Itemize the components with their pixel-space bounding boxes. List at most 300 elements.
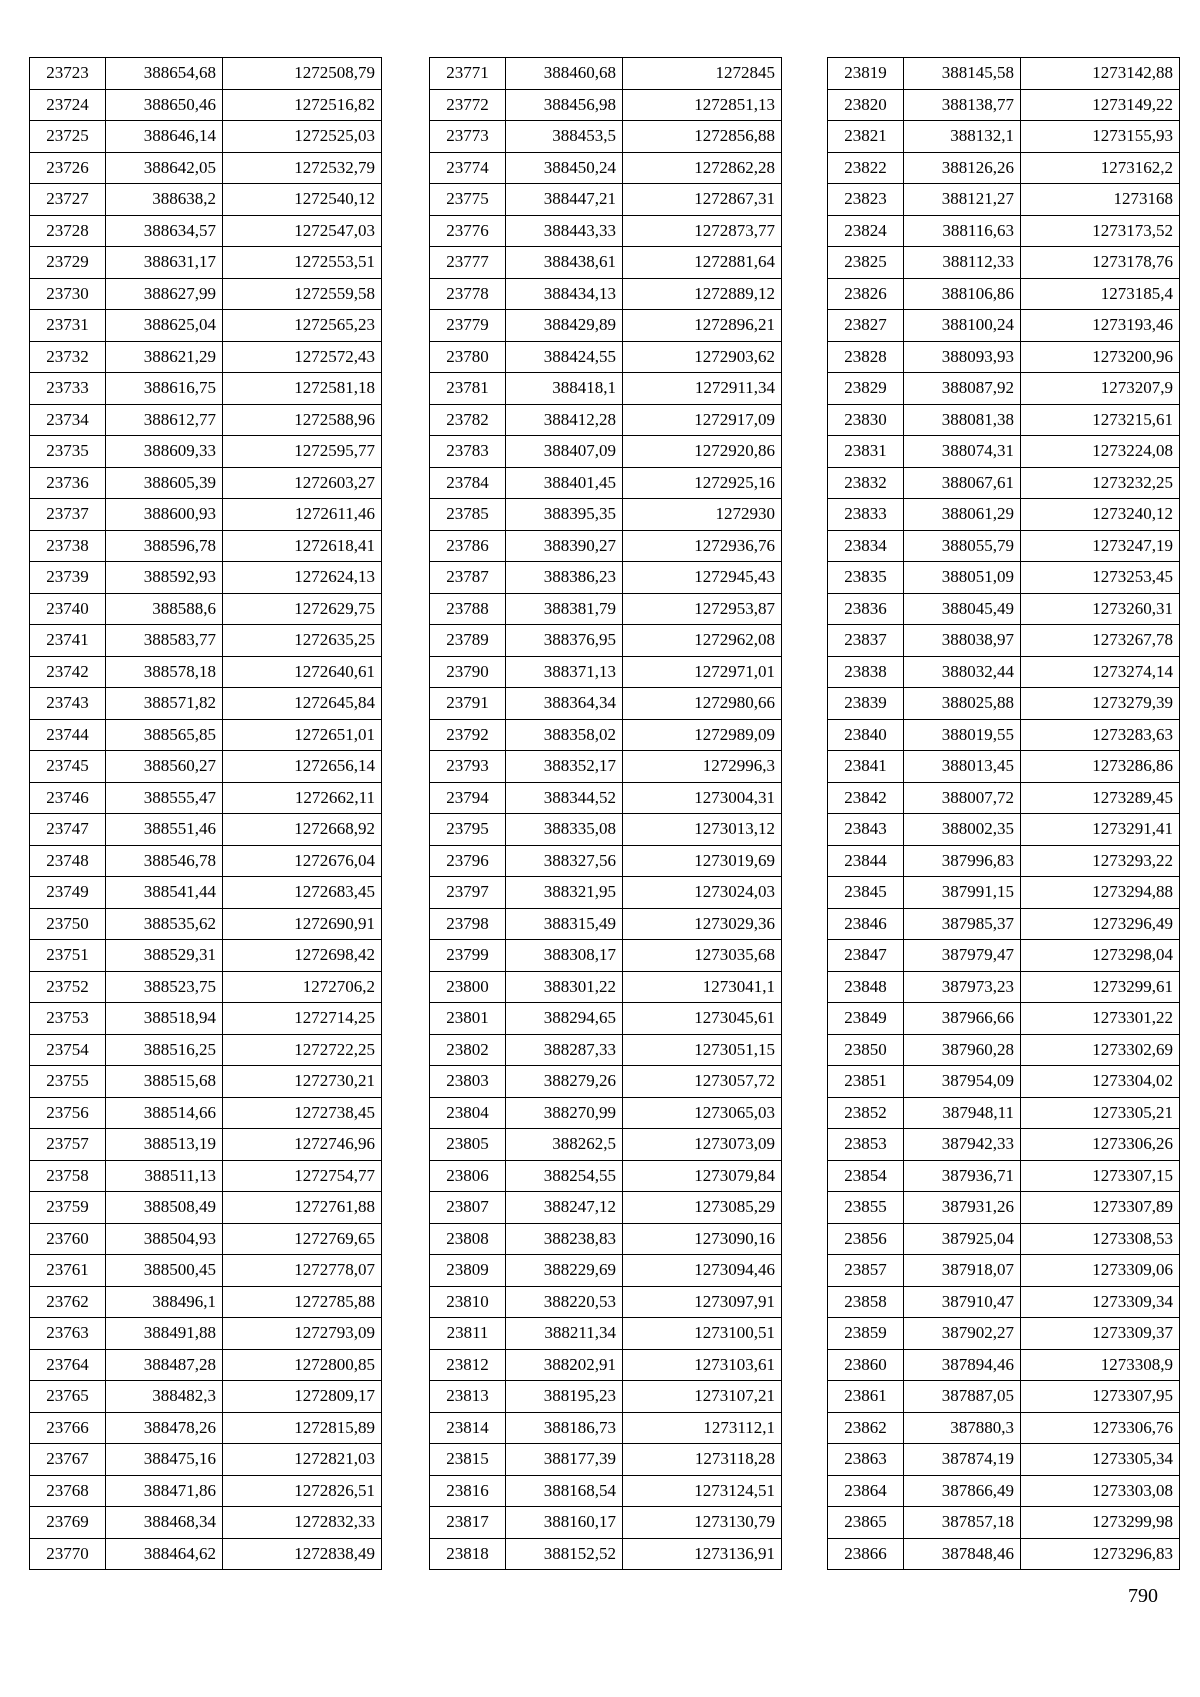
y-coordinate-cell: 1272588,96 bbox=[223, 404, 382, 436]
x-coordinate-cell: 388518,94 bbox=[106, 1003, 223, 1035]
table-row bbox=[430, 751, 782, 783]
y-coordinate-cell: 1272809,17 bbox=[223, 1381, 382, 1413]
y-coordinate-cell: 1273240,12 bbox=[1021, 499, 1180, 531]
y-coordinate-cell: 1273168 bbox=[1021, 184, 1180, 216]
x-coordinate-cell: 388456,98 bbox=[506, 89, 623, 121]
point-number-cell: 23734 bbox=[30, 404, 106, 436]
y-coordinate-cell: 1272730,21 bbox=[223, 1066, 382, 1098]
x-coordinate-cell: 388654,68 bbox=[106, 58, 223, 90]
point-number-cell: 23737 bbox=[30, 499, 106, 531]
y-coordinate-cell: 1273004,31 bbox=[623, 782, 782, 814]
point-number-cell: 23773 bbox=[430, 121, 506, 153]
table-row bbox=[30, 89, 382, 121]
table-row bbox=[430, 1381, 782, 1413]
x-coordinate-cell: 387954,09 bbox=[904, 1066, 1021, 1098]
point-number-cell: 23761 bbox=[30, 1255, 106, 1287]
y-coordinate-cell: 1272722,25 bbox=[223, 1034, 382, 1066]
point-number-cell: 23759 bbox=[30, 1192, 106, 1224]
y-coordinate-cell: 1273305,21 bbox=[1021, 1097, 1180, 1129]
table-row bbox=[30, 1507, 382, 1539]
y-coordinate-cell: 1273013,12 bbox=[623, 814, 782, 846]
table-row bbox=[828, 1381, 1180, 1413]
table-row bbox=[30, 1318, 382, 1350]
y-coordinate-cell: 1272785,88 bbox=[223, 1286, 382, 1318]
point-number-cell: 23755 bbox=[30, 1066, 106, 1098]
y-coordinate-cell: 1272738,45 bbox=[223, 1097, 382, 1129]
point-number-cell: 23800 bbox=[430, 971, 506, 1003]
x-coordinate-cell: 388121,27 bbox=[904, 184, 1021, 216]
x-coordinate-cell: 387985,37 bbox=[904, 908, 1021, 940]
table-row bbox=[30, 341, 382, 373]
table-row bbox=[430, 184, 782, 216]
y-coordinate-cell: 1273200,96 bbox=[1021, 341, 1180, 373]
y-coordinate-cell: 1273094,46 bbox=[623, 1255, 782, 1287]
point-number-cell: 23763 bbox=[30, 1318, 106, 1350]
point-number-cell: 23738 bbox=[30, 530, 106, 562]
table-row bbox=[828, 215, 1180, 247]
x-coordinate-cell: 388116,63 bbox=[904, 215, 1021, 247]
y-coordinate-cell: 1273041,1 bbox=[623, 971, 782, 1003]
table-row bbox=[828, 688, 1180, 720]
table-row bbox=[828, 782, 1180, 814]
x-coordinate-cell: 388202,91 bbox=[506, 1349, 623, 1381]
x-coordinate-cell: 388634,57 bbox=[106, 215, 223, 247]
y-coordinate-cell: 1273029,36 bbox=[623, 908, 782, 940]
x-coordinate-cell: 388381,79 bbox=[506, 593, 623, 625]
point-number-cell: 23797 bbox=[430, 877, 506, 909]
y-coordinate-cell: 1273162,2 bbox=[1021, 152, 1180, 184]
table-row bbox=[828, 814, 1180, 846]
table-row bbox=[828, 530, 1180, 562]
x-coordinate-cell: 388138,77 bbox=[904, 89, 1021, 121]
table-row bbox=[430, 247, 782, 279]
table-row bbox=[30, 751, 382, 783]
y-coordinate-cell: 1273118,28 bbox=[623, 1444, 782, 1476]
x-coordinate-cell: 388344,52 bbox=[506, 782, 623, 814]
x-coordinate-cell: 388468,34 bbox=[106, 1507, 223, 1539]
x-coordinate-cell: 388646,14 bbox=[106, 121, 223, 153]
y-coordinate-cell: 1272629,75 bbox=[223, 593, 382, 625]
table-row bbox=[30, 845, 382, 877]
x-coordinate-cell: 388508,49 bbox=[106, 1192, 223, 1224]
x-coordinate-cell: 388612,77 bbox=[106, 404, 223, 436]
point-number-cell: 23833 bbox=[828, 499, 904, 531]
y-coordinate-cell: 1273303,08 bbox=[1021, 1475, 1180, 1507]
x-coordinate-cell: 388002,35 bbox=[904, 814, 1021, 846]
x-coordinate-cell: 388186,73 bbox=[506, 1412, 623, 1444]
point-number-cell: 23836 bbox=[828, 593, 904, 625]
table-row bbox=[828, 1129, 1180, 1161]
table-row bbox=[30, 1349, 382, 1381]
y-coordinate-cell: 1272873,77 bbox=[623, 215, 782, 247]
table-row bbox=[430, 688, 782, 720]
table-row bbox=[828, 499, 1180, 531]
y-coordinate-cell: 1272889,12 bbox=[623, 278, 782, 310]
y-coordinate-cell: 1272624,13 bbox=[223, 562, 382, 594]
y-coordinate-cell: 1272911,34 bbox=[623, 373, 782, 405]
point-number-cell: 23801 bbox=[430, 1003, 506, 1035]
y-coordinate-cell: 1272761,88 bbox=[223, 1192, 382, 1224]
y-coordinate-cell: 1272867,31 bbox=[623, 184, 782, 216]
point-number-cell: 23837 bbox=[828, 625, 904, 657]
table-row bbox=[430, 625, 782, 657]
y-coordinate-cell: 1273149,22 bbox=[1021, 89, 1180, 121]
point-number-cell: 23795 bbox=[430, 814, 506, 846]
table-row bbox=[30, 782, 382, 814]
x-coordinate-cell: 387948,11 bbox=[904, 1097, 1021, 1129]
y-coordinate-cell: 1272971,01 bbox=[623, 656, 782, 688]
table-row bbox=[30, 1475, 382, 1507]
y-coordinate-cell: 1273090,16 bbox=[623, 1223, 782, 1255]
table-row bbox=[430, 1444, 782, 1476]
x-coordinate-cell: 388482,3 bbox=[106, 1381, 223, 1413]
point-number-cell: 23762 bbox=[30, 1286, 106, 1318]
x-coordinate-cell: 388247,12 bbox=[506, 1192, 623, 1224]
point-number-cell: 23854 bbox=[828, 1160, 904, 1192]
point-number-cell: 23765 bbox=[30, 1381, 106, 1413]
point-number-cell: 23820 bbox=[828, 89, 904, 121]
point-number-cell: 23791 bbox=[430, 688, 506, 720]
x-coordinate-cell: 387991,15 bbox=[904, 877, 1021, 909]
table-row bbox=[828, 593, 1180, 625]
y-coordinate-cell: 1273173,52 bbox=[1021, 215, 1180, 247]
table-row bbox=[828, 247, 1180, 279]
y-coordinate-cell: 1272656,14 bbox=[223, 751, 382, 783]
y-coordinate-cell: 1273247,19 bbox=[1021, 530, 1180, 562]
y-coordinate-cell: 1272706,2 bbox=[223, 971, 382, 1003]
table-row bbox=[430, 940, 782, 972]
table-row bbox=[430, 467, 782, 499]
x-coordinate-cell: 388560,27 bbox=[106, 751, 223, 783]
y-coordinate-cell: 1273019,69 bbox=[623, 845, 782, 877]
y-coordinate-cell: 1272746,96 bbox=[223, 1129, 382, 1161]
x-coordinate-cell: 388625,04 bbox=[106, 310, 223, 342]
table-row bbox=[30, 215, 382, 247]
point-number-cell: 23779 bbox=[430, 310, 506, 342]
table-row bbox=[30, 1034, 382, 1066]
point-number-cell: 23790 bbox=[430, 656, 506, 688]
y-coordinate-cell: 1273103,61 bbox=[623, 1349, 782, 1381]
x-coordinate-cell: 387902,27 bbox=[904, 1318, 1021, 1350]
y-coordinate-cell: 1273305,34 bbox=[1021, 1444, 1180, 1476]
x-coordinate-cell: 387848,46 bbox=[904, 1538, 1021, 1570]
x-coordinate-cell: 388335,08 bbox=[506, 814, 623, 846]
table-row bbox=[828, 877, 1180, 909]
x-coordinate-cell: 388315,49 bbox=[506, 908, 623, 940]
y-coordinate-cell: 1273309,34 bbox=[1021, 1286, 1180, 1318]
x-coordinate-cell: 388051,09 bbox=[904, 562, 1021, 594]
table-row bbox=[30, 593, 382, 625]
point-number-cell: 23814 bbox=[430, 1412, 506, 1444]
y-coordinate-cell: 1273260,31 bbox=[1021, 593, 1180, 625]
y-coordinate-cell: 1273299,61 bbox=[1021, 971, 1180, 1003]
table-row bbox=[430, 341, 782, 373]
table-row bbox=[828, 467, 1180, 499]
x-coordinate-cell: 388407,09 bbox=[506, 436, 623, 468]
table-row bbox=[30, 908, 382, 940]
table-row bbox=[30, 562, 382, 594]
y-coordinate-cell: 1272714,25 bbox=[223, 1003, 382, 1035]
table-row bbox=[828, 1507, 1180, 1539]
point-number-cell: 23824 bbox=[828, 215, 904, 247]
table-row bbox=[828, 1003, 1180, 1035]
point-number-cell: 23746 bbox=[30, 782, 106, 814]
x-coordinate-cell: 388007,72 bbox=[904, 782, 1021, 814]
x-coordinate-cell: 388491,88 bbox=[106, 1318, 223, 1350]
y-coordinate-cell: 1272525,03 bbox=[223, 121, 382, 153]
table-row bbox=[430, 562, 782, 594]
x-coordinate-cell: 388555,47 bbox=[106, 782, 223, 814]
point-number-cell: 23736 bbox=[30, 467, 106, 499]
y-coordinate-cell: 1273306,26 bbox=[1021, 1129, 1180, 1161]
point-number-cell: 23760 bbox=[30, 1223, 106, 1255]
point-number-cell: 23819 bbox=[828, 58, 904, 90]
x-coordinate-cell: 388438,61 bbox=[506, 247, 623, 279]
x-coordinate-cell: 388160,17 bbox=[506, 1507, 623, 1539]
table-row bbox=[430, 215, 782, 247]
x-coordinate-cell: 388238,83 bbox=[506, 1223, 623, 1255]
y-coordinate-cell: 1273065,03 bbox=[623, 1097, 782, 1129]
point-number-cell: 23774 bbox=[430, 152, 506, 184]
table-row bbox=[828, 625, 1180, 657]
point-number-cell: 23839 bbox=[828, 688, 904, 720]
x-coordinate-cell: 388596,78 bbox=[106, 530, 223, 562]
point-number-cell: 23823 bbox=[828, 184, 904, 216]
table-row bbox=[30, 719, 382, 751]
coordinate-table-1 bbox=[29, 57, 382, 1570]
x-coordinate-cell: 387936,71 bbox=[904, 1160, 1021, 1192]
table-row bbox=[30, 310, 382, 342]
y-coordinate-cell: 1273057,72 bbox=[623, 1066, 782, 1098]
point-number-cell: 23725 bbox=[30, 121, 106, 153]
x-coordinate-cell: 388621,29 bbox=[106, 341, 223, 373]
table-row bbox=[430, 782, 782, 814]
y-coordinate-cell: 1273309,37 bbox=[1021, 1318, 1180, 1350]
table-row bbox=[30, 1412, 382, 1444]
y-coordinate-cell: 1273232,25 bbox=[1021, 467, 1180, 499]
table-row bbox=[430, 436, 782, 468]
point-number-cell: 23787 bbox=[430, 562, 506, 594]
point-number-cell: 23816 bbox=[430, 1475, 506, 1507]
point-number-cell: 23840 bbox=[828, 719, 904, 751]
x-coordinate-cell: 388453,5 bbox=[506, 121, 623, 153]
point-number-cell: 23767 bbox=[30, 1444, 106, 1476]
table-row bbox=[430, 121, 782, 153]
x-coordinate-cell: 388270,99 bbox=[506, 1097, 623, 1129]
point-number-cell: 23843 bbox=[828, 814, 904, 846]
x-coordinate-cell: 387960,28 bbox=[904, 1034, 1021, 1066]
y-coordinate-cell: 1272532,79 bbox=[223, 152, 382, 184]
point-number-cell: 23757 bbox=[30, 1129, 106, 1161]
x-coordinate-cell: 388541,44 bbox=[106, 877, 223, 909]
point-number-cell: 23730 bbox=[30, 278, 106, 310]
x-coordinate-cell: 387996,83 bbox=[904, 845, 1021, 877]
table-row bbox=[30, 184, 382, 216]
table-row bbox=[430, 404, 782, 436]
point-number-cell: 23829 bbox=[828, 373, 904, 405]
point-number-cell: 23838 bbox=[828, 656, 904, 688]
y-coordinate-cell: 1273215,61 bbox=[1021, 404, 1180, 436]
x-coordinate-cell: 388578,18 bbox=[106, 656, 223, 688]
x-coordinate-cell: 388535,62 bbox=[106, 908, 223, 940]
y-coordinate-cell: 1273142,88 bbox=[1021, 58, 1180, 90]
x-coordinate-cell: 388460,68 bbox=[506, 58, 623, 90]
y-coordinate-cell: 1272953,87 bbox=[623, 593, 782, 625]
x-coordinate-cell: 388513,19 bbox=[106, 1129, 223, 1161]
table-row bbox=[430, 1475, 782, 1507]
y-coordinate-cell: 1273293,22 bbox=[1021, 845, 1180, 877]
x-coordinate-cell: 387966,66 bbox=[904, 1003, 1021, 1035]
table-row bbox=[430, 1538, 782, 1570]
y-coordinate-cell: 1272754,77 bbox=[223, 1160, 382, 1192]
x-coordinate-cell: 388386,23 bbox=[506, 562, 623, 594]
point-number-cell: 23859 bbox=[828, 1318, 904, 1350]
x-coordinate-cell: 388592,93 bbox=[106, 562, 223, 594]
table-row bbox=[828, 845, 1180, 877]
x-coordinate-cell: 388364,34 bbox=[506, 688, 623, 720]
x-coordinate-cell: 387857,18 bbox=[904, 1507, 1021, 1539]
table-row bbox=[430, 719, 782, 751]
x-coordinate-cell: 388616,75 bbox=[106, 373, 223, 405]
point-number-cell: 23775 bbox=[430, 184, 506, 216]
table-row bbox=[30, 1444, 382, 1476]
y-coordinate-cell: 1273309,06 bbox=[1021, 1255, 1180, 1287]
x-coordinate-cell: 388229,69 bbox=[506, 1255, 623, 1287]
point-number-cell: 23777 bbox=[430, 247, 506, 279]
table-row bbox=[430, 373, 782, 405]
y-coordinate-cell: 1273100,51 bbox=[623, 1318, 782, 1350]
x-coordinate-cell: 388195,23 bbox=[506, 1381, 623, 1413]
table-row bbox=[430, 499, 782, 531]
x-coordinate-cell: 388211,34 bbox=[506, 1318, 623, 1350]
table-row bbox=[828, 1538, 1180, 1570]
table-row bbox=[430, 278, 782, 310]
point-number-cell: 23747 bbox=[30, 814, 106, 846]
x-coordinate-cell: 388504,93 bbox=[106, 1223, 223, 1255]
coordinate-table-3 bbox=[827, 57, 1180, 1570]
point-number-cell: 23864 bbox=[828, 1475, 904, 1507]
table-row bbox=[30, 436, 382, 468]
table-row bbox=[828, 436, 1180, 468]
x-coordinate-cell: 388038,97 bbox=[904, 625, 1021, 657]
table-row bbox=[828, 1097, 1180, 1129]
x-coordinate-cell: 388511,13 bbox=[106, 1160, 223, 1192]
y-coordinate-cell: 1272845 bbox=[623, 58, 782, 90]
x-coordinate-cell: 387874,19 bbox=[904, 1444, 1021, 1476]
y-coordinate-cell: 1273307,15 bbox=[1021, 1160, 1180, 1192]
x-coordinate-cell: 388145,58 bbox=[904, 58, 1021, 90]
table-row bbox=[828, 89, 1180, 121]
point-number-cell: 23749 bbox=[30, 877, 106, 909]
y-coordinate-cell: 1272547,03 bbox=[223, 215, 382, 247]
table-row bbox=[828, 1349, 1180, 1381]
table-row bbox=[30, 121, 382, 153]
y-coordinate-cell: 1272769,65 bbox=[223, 1223, 382, 1255]
table-row bbox=[30, 499, 382, 531]
y-coordinate-cell: 1273185,4 bbox=[1021, 278, 1180, 310]
table-row bbox=[430, 1286, 782, 1318]
point-number-cell: 23817 bbox=[430, 1507, 506, 1539]
x-coordinate-cell: 388434,13 bbox=[506, 278, 623, 310]
x-coordinate-cell: 388371,13 bbox=[506, 656, 623, 688]
y-coordinate-cell: 1273097,91 bbox=[623, 1286, 782, 1318]
x-coordinate-cell: 387979,47 bbox=[904, 940, 1021, 972]
table-row bbox=[828, 908, 1180, 940]
x-coordinate-cell: 388220,53 bbox=[506, 1286, 623, 1318]
x-coordinate-cell: 388650,46 bbox=[106, 89, 223, 121]
table-row bbox=[430, 656, 782, 688]
y-coordinate-cell: 1272559,58 bbox=[223, 278, 382, 310]
y-coordinate-cell: 1273079,84 bbox=[623, 1160, 782, 1192]
point-number-cell: 23804 bbox=[430, 1097, 506, 1129]
table-row bbox=[30, 373, 382, 405]
point-number-cell: 23863 bbox=[828, 1444, 904, 1476]
y-coordinate-cell: 1273299,98 bbox=[1021, 1507, 1180, 1539]
y-coordinate-cell: 1272690,91 bbox=[223, 908, 382, 940]
y-coordinate-cell: 1273207,9 bbox=[1021, 373, 1180, 405]
y-coordinate-cell: 1273136,91 bbox=[623, 1538, 782, 1570]
point-number-cell: 23810 bbox=[430, 1286, 506, 1318]
point-number-cell: 23799 bbox=[430, 940, 506, 972]
x-coordinate-cell: 388032,44 bbox=[904, 656, 1021, 688]
y-coordinate-cell: 1272651,01 bbox=[223, 719, 382, 751]
point-number-cell: 23729 bbox=[30, 247, 106, 279]
table-row bbox=[30, 877, 382, 909]
x-coordinate-cell: 388515,68 bbox=[106, 1066, 223, 1098]
y-coordinate-cell: 1272996,3 bbox=[623, 751, 782, 783]
table-row bbox=[828, 1160, 1180, 1192]
x-coordinate-cell: 388262,5 bbox=[506, 1129, 623, 1161]
x-coordinate-cell: 388588,6 bbox=[106, 593, 223, 625]
table-row bbox=[430, 530, 782, 562]
y-coordinate-cell: 1273296,83 bbox=[1021, 1538, 1180, 1570]
table-row bbox=[430, 1034, 782, 1066]
point-number-cell: 23735 bbox=[30, 436, 106, 468]
x-coordinate-cell: 388294,65 bbox=[506, 1003, 623, 1035]
x-coordinate-cell: 387866,49 bbox=[904, 1475, 1021, 1507]
point-number-cell: 23831 bbox=[828, 436, 904, 468]
y-coordinate-cell: 1273308,53 bbox=[1021, 1223, 1180, 1255]
table-row bbox=[430, 1255, 782, 1287]
x-coordinate-cell: 388025,88 bbox=[904, 688, 1021, 720]
point-number-cell: 23792 bbox=[430, 719, 506, 751]
y-coordinate-cell: 1272862,28 bbox=[623, 152, 782, 184]
table-row bbox=[430, 1349, 782, 1381]
x-coordinate-cell: 388609,33 bbox=[106, 436, 223, 468]
point-number-cell: 23745 bbox=[30, 751, 106, 783]
point-number-cell: 23768 bbox=[30, 1475, 106, 1507]
table-row bbox=[30, 1538, 382, 1570]
y-coordinate-cell: 1272540,12 bbox=[223, 184, 382, 216]
point-number-cell: 23862 bbox=[828, 1412, 904, 1444]
table-row bbox=[828, 1286, 1180, 1318]
x-coordinate-cell: 387894,46 bbox=[904, 1349, 1021, 1381]
point-number-cell: 23818 bbox=[430, 1538, 506, 1570]
point-number-cell: 23828 bbox=[828, 341, 904, 373]
x-coordinate-cell: 388471,86 bbox=[106, 1475, 223, 1507]
table-row bbox=[430, 310, 782, 342]
table-row bbox=[30, 940, 382, 972]
x-coordinate-cell: 388308,17 bbox=[506, 940, 623, 972]
y-coordinate-cell: 1272603,27 bbox=[223, 467, 382, 499]
table-row bbox=[828, 184, 1180, 216]
table-row bbox=[430, 971, 782, 1003]
point-number-cell: 23832 bbox=[828, 467, 904, 499]
table-row bbox=[828, 152, 1180, 184]
point-number-cell: 23753 bbox=[30, 1003, 106, 1035]
table-row bbox=[30, 1097, 382, 1129]
x-coordinate-cell: 388358,02 bbox=[506, 719, 623, 751]
